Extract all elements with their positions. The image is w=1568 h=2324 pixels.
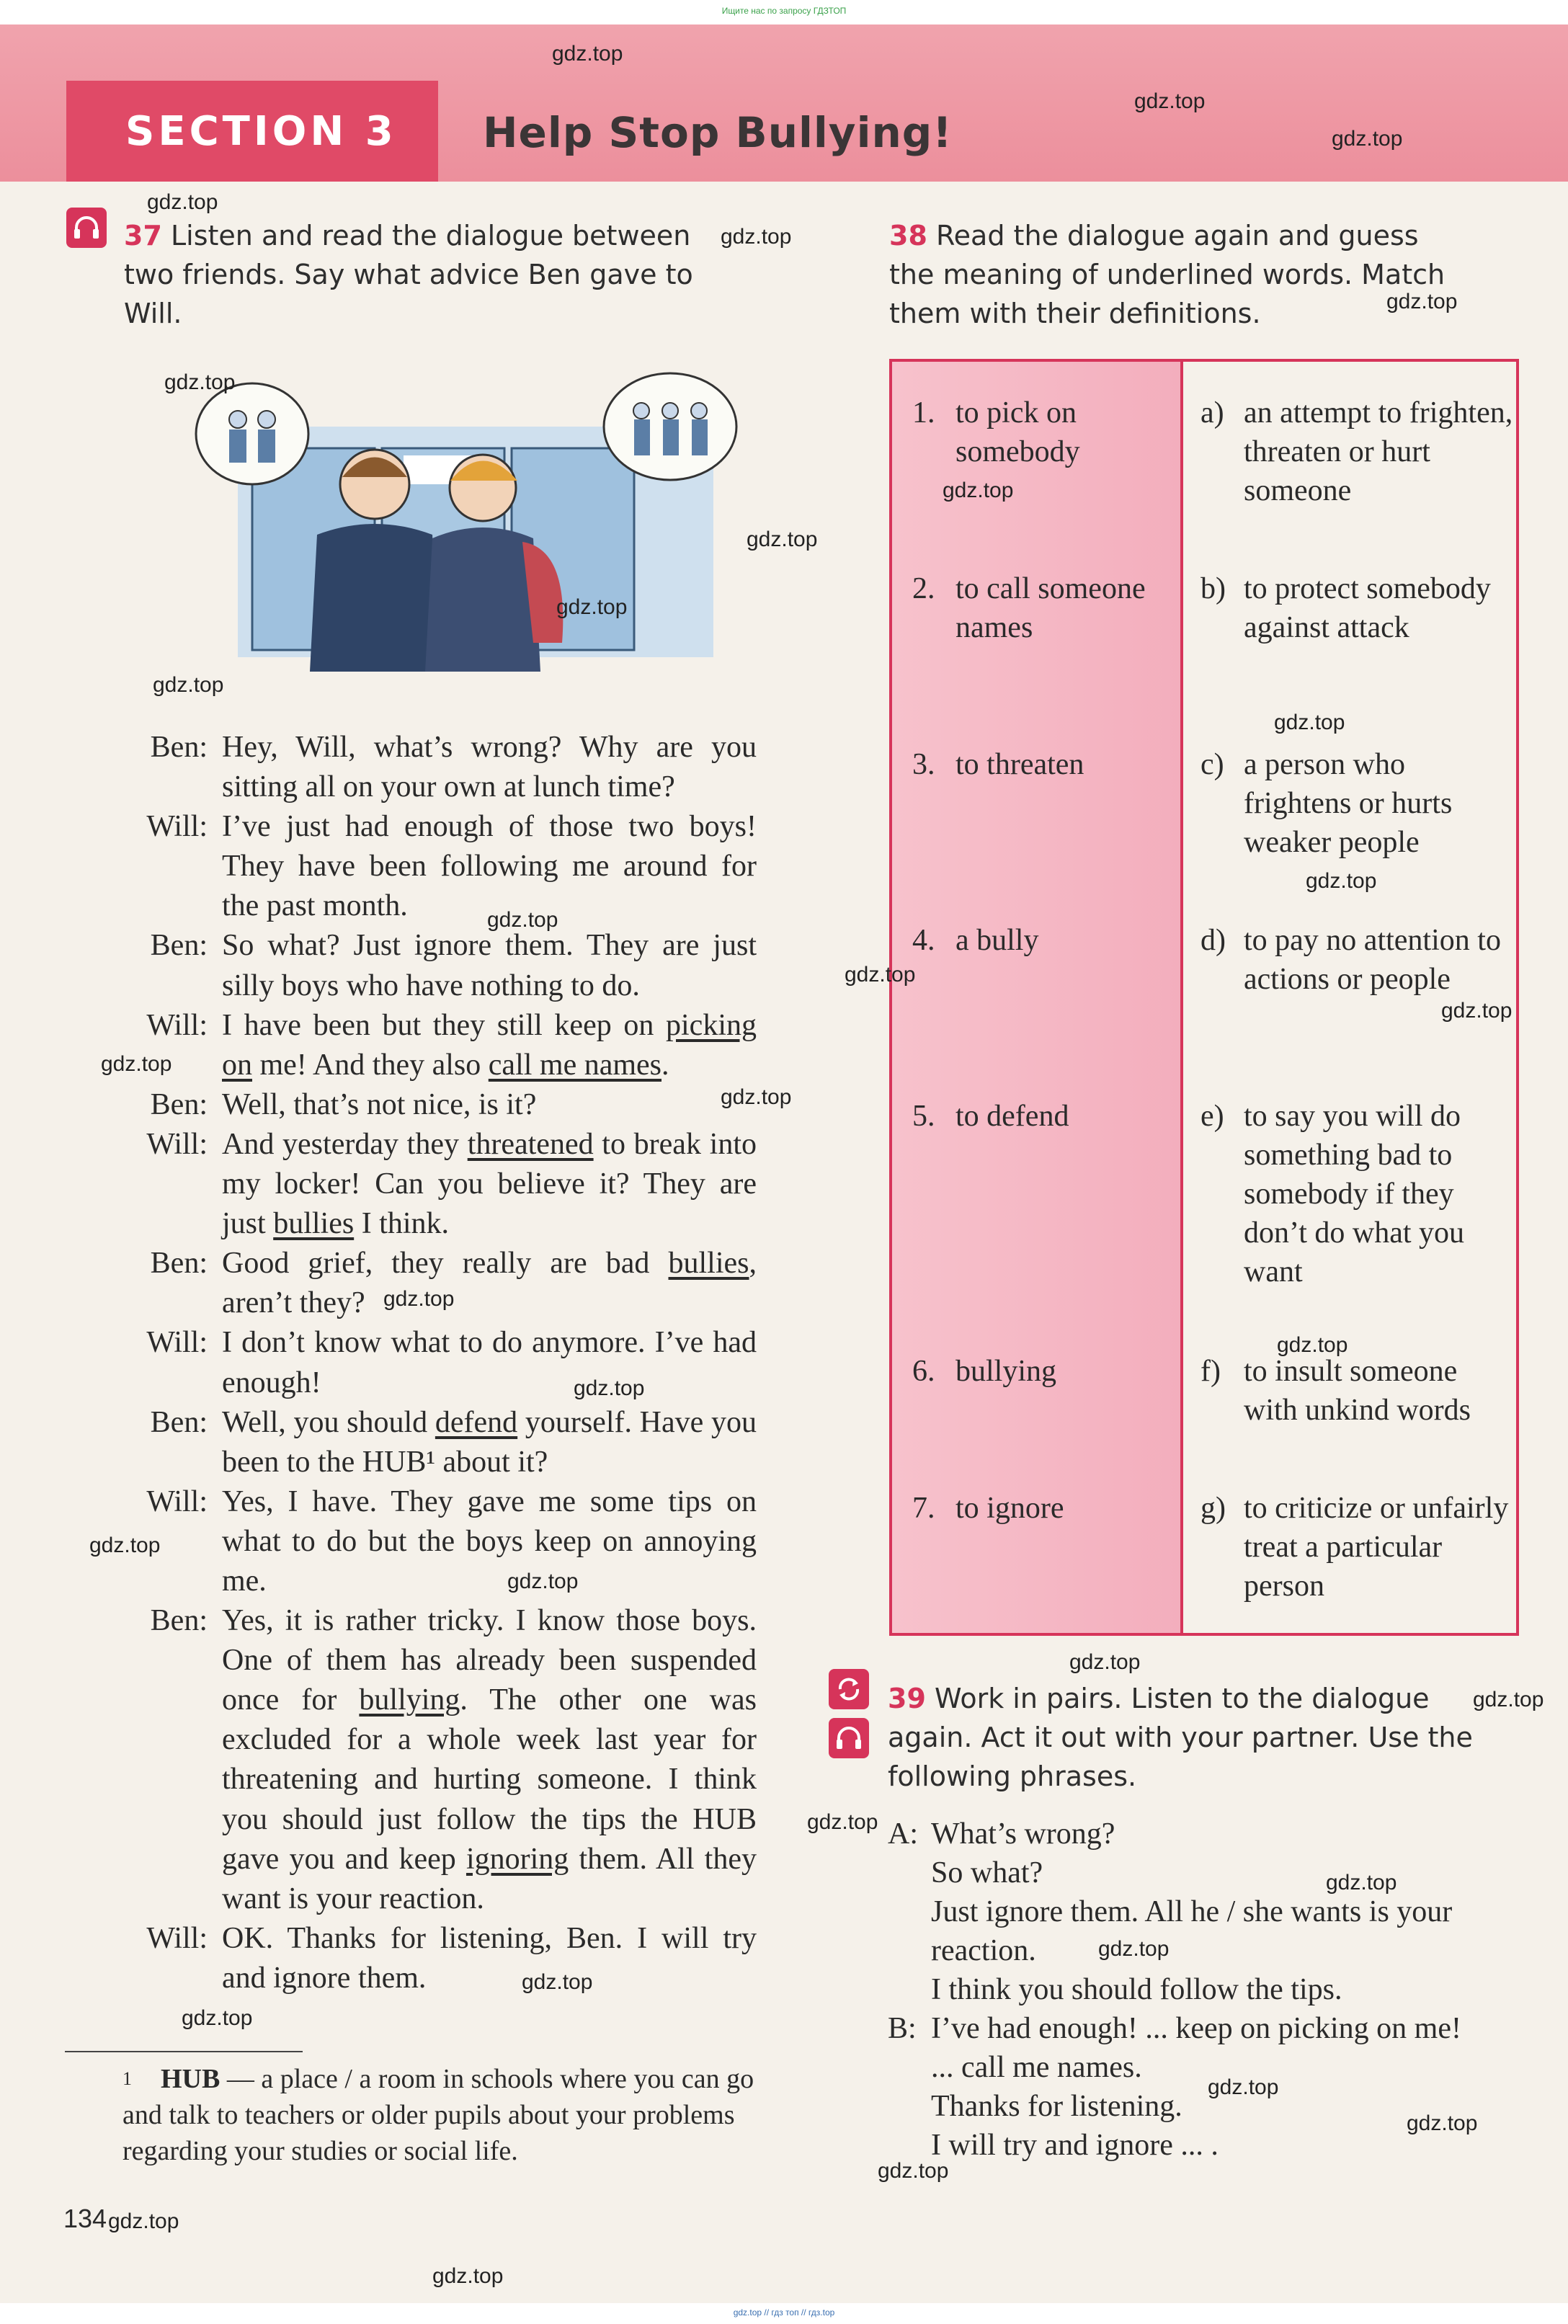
speaker: Will: — [146, 1127, 208, 1161]
underlined-word: bullies — [668, 1247, 749, 1281]
term-item: 3. to threaten — [912, 748, 1084, 781]
line-text: So what? Just ignore them. They are just silly boys who have nothing to do. — [222, 929, 757, 1002]
underlined-word: call me names — [488, 1048, 662, 1082]
watermark: gdz.top — [522, 1970, 593, 1994]
dialogue-line — [65, 1601, 757, 1919]
watermark: gdz.top — [556, 595, 628, 619]
underlined-word: picking on — [222, 1008, 757, 1082]
definition-item: c) a person who frightens or hurts weaker people — [1200, 748, 1453, 859]
exercise-37-text: Listen and read the dialogue between two friends. Say what advice Ben gave to Will. — [124, 220, 693, 329]
watermark: gdz.top — [807, 1810, 878, 1834]
phrase-line: I think you should follow the tips. — [931, 1973, 1342, 2006]
watermark: gdz.top — [943, 478, 1014, 502]
watermark: gdz.top — [147, 190, 218, 214]
speaker: Ben: — [150, 1405, 208, 1439]
phrase-line: Just ignore them. All he / she wants is your reaction. — [931, 1895, 1453, 1967]
repeat-icon[interactable] — [829, 1669, 869, 1709]
speaker: Will: — [146, 810, 208, 844]
dialogue-line — [65, 1125, 757, 1244]
exercise-38-heading — [889, 216, 1466, 333]
terms-column — [892, 362, 1183, 1633]
line-text: Hey, Will, what’s wrong? Why are you sitting all on your own at lunch time? — [222, 731, 757, 804]
definition-item: b) to protect somebody against attack — [1200, 572, 1491, 644]
dialogue-line — [65, 926, 757, 1005]
underlined-word: threatened — [467, 1127, 594, 1161]
watermark: gdz.top — [574, 1376, 645, 1400]
footnote-term: HUB — [161, 2064, 220, 2094]
definition-item: d) to pay no attention to actions or people — [1200, 924, 1501, 996]
watermark: gdz.top — [845, 963, 916, 987]
headphones-icon[interactable] — [829, 1718, 869, 1758]
watermark: gdz.top — [721, 1085, 792, 1109]
definition-item: g) to criticize or unfairly treat a particular person — [1200, 1492, 1509, 1603]
exercise-38-number: 38 — [889, 220, 927, 251]
watermark: gdz.top — [747, 527, 818, 551]
top-banner-text: Ищите нас по запросу ГДЗТОП — [721, 6, 847, 16]
page-title: Help Stop Bullying! — [483, 108, 953, 157]
watermark: gdz.top — [487, 908, 558, 932]
exercise-38-text: Read the dialogue again and guess the meaning of underlined words. Match them with their definitions. — [889, 220, 1446, 329]
speaker: Will: — [146, 1484, 208, 1518]
line-text: I’ve just had enough of those two boys! They have been following me around for the past month. — [222, 810, 757, 923]
bottom-banner-text: gdz.top // гдз топ // гдз.top — [733, 2307, 835, 2318]
watermark: gdz.top — [1306, 869, 1377, 893]
watermark: gdz.top — [1407, 2111, 1478, 2135]
watermark: gdz.top — [1134, 89, 1206, 113]
watermark: gdz.top — [101, 1052, 172, 1076]
line-text: Good grief, they really are bad bullies, aren’t they? — [222, 1247, 757, 1320]
term-item: 4. a bully — [912, 924, 1039, 957]
definition-item: e) to say you will do something bad to somebody if they don’t do what you want — [1200, 1100, 1465, 1288]
underlined-word: bullies — [273, 1207, 355, 1241]
speaker: Will: — [146, 1921, 208, 1955]
speaker: Ben: — [150, 929, 208, 963]
watermark: gdz.top — [153, 673, 224, 697]
phrase-line: ... call me names. — [931, 2051, 1142, 2084]
term-item: 6. bullying — [912, 1355, 1057, 1388]
dialogue-line — [65, 1919, 757, 1998]
exercise-37-number: 37 — [124, 220, 162, 251]
footnote-divider — [65, 2051, 303, 2052]
term-item: 7. to ignore — [912, 1492, 1064, 1525]
watermark: gdz.top — [721, 225, 792, 249]
watermark: gdz.top — [878, 2159, 949, 2183]
top-banner — [0, 0, 1568, 25]
watermark: gdz.top — [1277, 1333, 1348, 1357]
dialogue-line — [65, 1482, 757, 1601]
dialogue-line — [65, 1323, 757, 1402]
phrase-line: I will try and ignore ... . — [931, 2129, 1219, 2162]
illustration-boys-at-lockers — [195, 369, 742, 672]
phrase-line: B: I’ve had enough! ... keep on picking on me! — [888, 2012, 1461, 2045]
watermark: gdz.top — [89, 1533, 161, 1557]
speaker: Ben: — [150, 1604, 208, 1638]
section-tab — [66, 81, 438, 182]
footnote-mark: 1 — [122, 2068, 132, 2089]
speaker: Will: — [146, 1326, 208, 1360]
speaker: Ben: — [150, 731, 208, 764]
exercise-39-text: Work in pairs. Listen to the dialogue again. Act it out with your partner. Use the following phrases. — [888, 1683, 1473, 1792]
definition-item: f) to insult someone with unkind words — [1200, 1355, 1471, 1427]
watermark: gdz.top — [1274, 711, 1345, 734]
watermark: gdz.top — [182, 2006, 253, 2030]
dialogue-line — [65, 728, 757, 807]
term-item: 2. to call someone names — [912, 572, 1146, 644]
line-text: Well, that’s not nice, is it? — [222, 1087, 537, 1121]
headphones-icon[interactable] — [66, 208, 107, 248]
watermark: gdz.top — [432, 2264, 504, 2288]
watermark: gdz.top — [108, 2209, 179, 2233]
line-text: And yesterday they threatened to break into my locker! Can you believe it? They are just bullies I think. — [222, 1127, 757, 1241]
line-text: I have been but they still keep on picking on me! And they also call me names. — [222, 1008, 757, 1082]
definition-item: a) an attempt to frighten, threaten or hurt someone — [1200, 396, 1513, 507]
footnote — [122, 2061, 757, 2169]
watermark: gdz.top — [507, 1570, 579, 1593]
watermark: gdz.top — [164, 370, 236, 394]
section-label: SECTION 3 — [125, 108, 397, 155]
dialogue-line — [65, 1403, 757, 1482]
speaker: Ben: — [150, 1087, 208, 1121]
watermark: gdz.top — [1326, 1871, 1397, 1895]
line-text: Well, you should defend yourself. Have you been to the HUB¹ about it? — [222, 1405, 757, 1479]
matching-table — [889, 359, 1519, 1636]
term-item: 5. to defend — [912, 1100, 1069, 1133]
watermark: gdz.top — [383, 1287, 455, 1311]
phrase-line: Thanks for listening. — [931, 2090, 1182, 2123]
term-item: 1. to pick on somebody — [912, 396, 1080, 468]
watermark: gdz.top — [552, 42, 623, 66]
phrase-line: A: What’s wrong? — [888, 1817, 1115, 1851]
exercise-39-number: 39 — [888, 1683, 926, 1714]
bottom-banner — [0, 2303, 1568, 2324]
watermark: gdz.top — [1069, 1650, 1141, 1674]
line-text: Yes, it is rather tricky. I know those boys. One of them has already been suspended once for bullying. The other one was excluded for a whole week last year for threatening and hurting someone. I think you should just follow the tips the HUB gave you and keep ignoring them. All they want is your reaction. — [222, 1604, 757, 1915]
watermark: gdz.top — [1473, 1688, 1544, 1711]
phrase-line: So what? — [931, 1856, 1043, 1889]
footnote-text: — a place / a room in schools where you can go and talk to teachers or older pupils about your problems regarding your studies or social life. — [122, 2064, 754, 2166]
line-text: I don’t know what to do anymore. I’ve had enough! — [222, 1326, 757, 1399]
dialogue — [65, 728, 757, 1998]
dialogue-line — [65, 1085, 757, 1125]
exercise-37-heading — [124, 216, 722, 333]
speaker: Ben: — [150, 1247, 208, 1281]
watermark: gdz.top — [1386, 290, 1458, 313]
speaker: Will: — [146, 1008, 208, 1042]
watermark: gdz.top — [1208, 2075, 1279, 2099]
watermark: gdz.top — [1332, 127, 1403, 151]
watermark: gdz.top — [1441, 999, 1513, 1023]
exercise-39-heading — [888, 1679, 1479, 1796]
watermark: gdz.top — [1098, 1937, 1170, 1961]
line-text: Yes, I have. They gave me some tips on what to do but the boys keep on annoying me. — [222, 1484, 757, 1598]
underlined-word: defend — [435, 1405, 518, 1439]
page-number: 134 — [63, 2204, 107, 2233]
line-text: OK. Thanks for listening, Ben. I will try and ignore them. — [222, 1921, 757, 1995]
dialogue-line — [65, 807, 757, 926]
underlined-word: ignoring — [466, 1842, 569, 1876]
underlined-word: bullying — [359, 1683, 460, 1717]
